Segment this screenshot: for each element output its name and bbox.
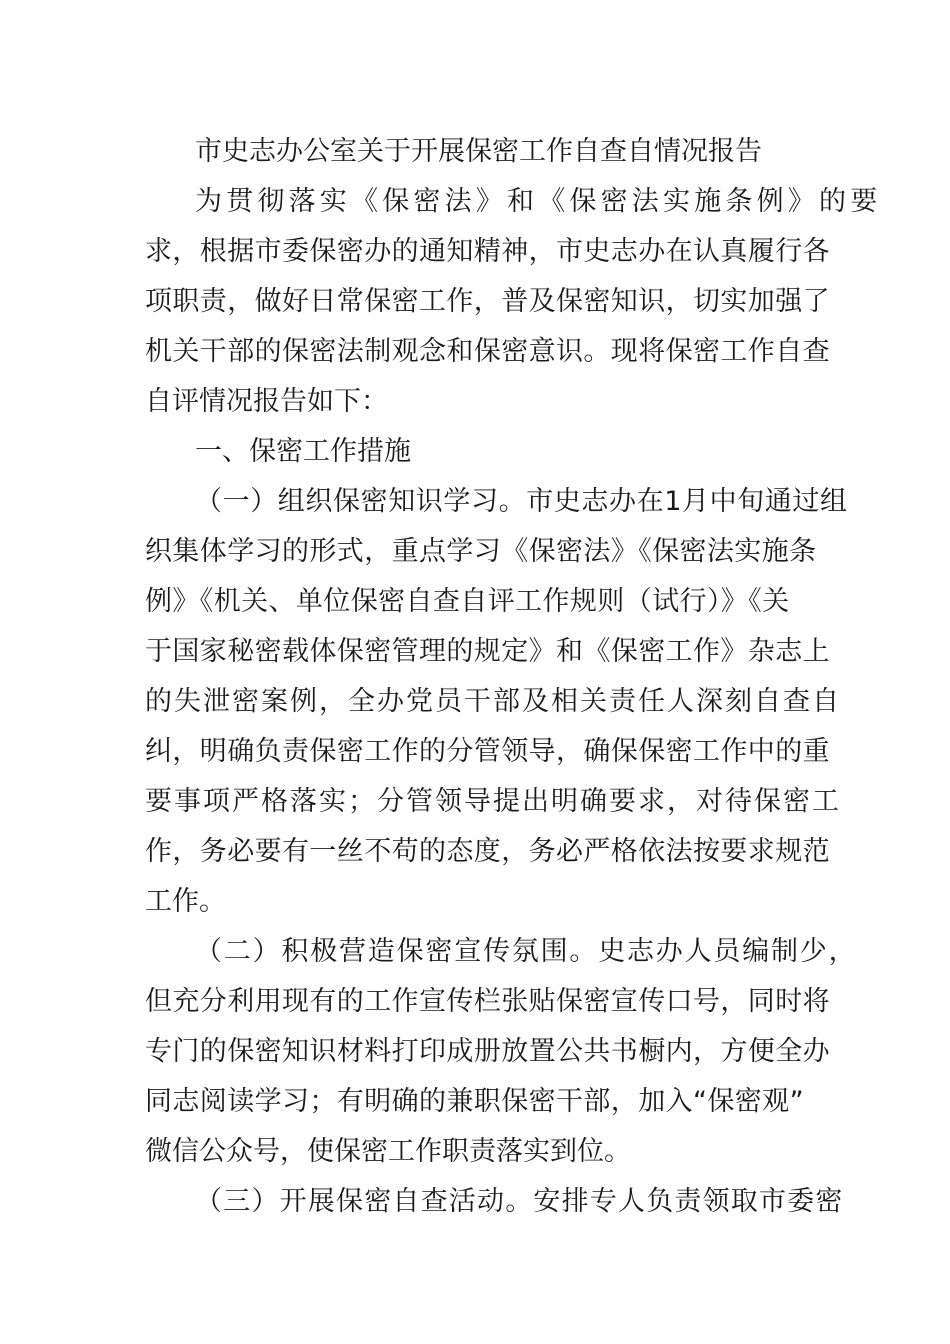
- paragraph-line: [0, 384, 950, 420]
- line-text: （二）积极营造保密宣传氛围。史志办人员编制少，: [195, 936, 858, 967]
- line-text: 的失泄密案例，全办党员干部及相关责任人深刻自查自: [145, 686, 841, 717]
- line-text: 同志阅读学习；有明确的兼职保密干部，加入“保密观”: [145, 1086, 804, 1117]
- paragraph-line: [0, 934, 950, 970]
- paragraph-line: [0, 534, 950, 570]
- paragraph-line: [0, 1034, 950, 1070]
- line-text: 工作。: [145, 886, 226, 917]
- paragraph-line: [0, 684, 950, 720]
- line-text: 项职责，做好日常保密工作，普及保密知识，切实加强了: [145, 286, 830, 317]
- paragraph-line: [0, 184, 950, 220]
- line-text: 作，务必要有一丝不苟的态度，务必严格依法按要求规范: [145, 836, 830, 867]
- paragraph-line: [0, 334, 950, 370]
- paragraph-line: [0, 984, 950, 1020]
- paragraph-line: [0, 1184, 950, 1220]
- paragraph-line: [0, 884, 950, 920]
- line-text: 织集体学习的形式，重点学习《保密法》《保密法实施条: [145, 536, 817, 567]
- line-text: 要事项严格落实；分管领导提出明确要求，对待保密工: [145, 786, 841, 817]
- paragraph-line: [0, 584, 950, 620]
- line-text: 于国家秘密载体保密管理的规定》和《保密工作》杂志上: [145, 636, 830, 667]
- line-text: （一）组织保密知识学习。市史志办在1月中旬通过组: [195, 486, 848, 517]
- line-text: 例》《机关、单位保密自查自评工作规则（试行）》《关: [145, 586, 790, 617]
- line-text: （三）开展保密自查活动。安排专人负责领取市委密: [195, 1186, 844, 1217]
- line-text: 为贯彻落实《保密法》和《保密法实施条例》的要: [195, 186, 882, 217]
- paragraph-line: [0, 484, 950, 520]
- line-text: 自评情况报告如下：: [145, 386, 388, 417]
- title-text: 市史志办公室关于开展保密工作自查自情况报告: [195, 136, 762, 167]
- paragraph-line: [0, 634, 950, 670]
- heading-text: 一、保密工作措施: [195, 436, 411, 467]
- section-heading: [0, 434, 950, 470]
- line-text: 专门的保密知识材料打印成册放置公共书橱内，方便全办: [145, 1036, 830, 1067]
- paragraph-line: [0, 1134, 950, 1170]
- line-text: 但充分利用现有的工作宣传栏张贴保密宣传口号，同时将: [145, 986, 830, 1017]
- line-text: 求，根据市委保密办的通知精神，市史志办在认真履行各: [145, 236, 830, 267]
- paragraph-line: [0, 1084, 950, 1120]
- paragraph-line: [0, 284, 950, 320]
- line-text: 机关干部的保密法制观念和保密意识。现将保密工作自查: [145, 336, 830, 367]
- paragraph-line: [0, 834, 950, 870]
- paragraph-line: [0, 784, 950, 820]
- line-text: 纠，明确负责保密工作的分管领导，确保保密工作中的重: [145, 736, 830, 767]
- document-title: [0, 134, 950, 170]
- line-text: 微信公众号，使保密工作职责落实到位。: [145, 1136, 631, 1167]
- paragraph-line: [0, 734, 950, 770]
- paragraph-line: [0, 234, 950, 270]
